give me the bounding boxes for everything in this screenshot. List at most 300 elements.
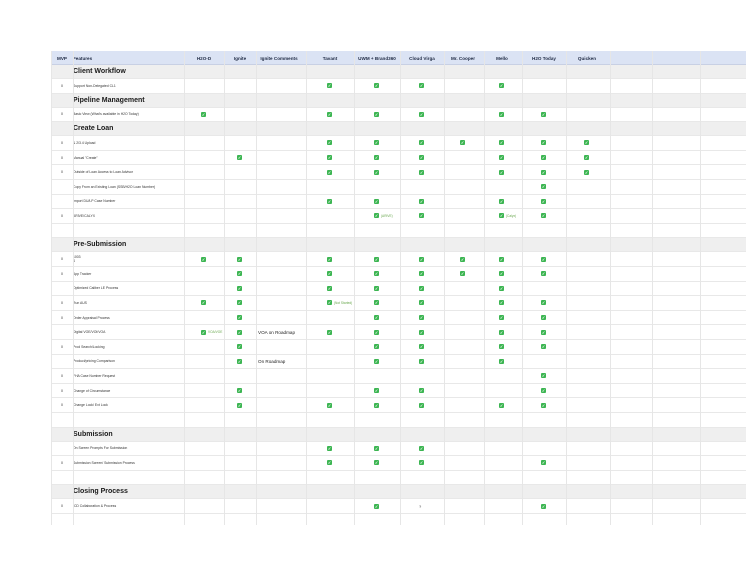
- section-title: Pipeline Management: [73, 96, 145, 104]
- grid-line: [566, 51, 567, 525]
- cell-uwm-brand360[interactable]: [374, 79, 379, 93]
- cell-tavant[interactable]: [327, 282, 332, 296]
- cell-mello[interactable]: [499, 282, 504, 296]
- check-icon: ✓: [499, 111, 504, 117]
- cell-h2o-today[interactable]: [541, 456, 546, 470]
- check-icon: ✓: [374, 460, 379, 466]
- cell-mello[interactable]: [499, 165, 504, 179]
- cell-cloud-virga[interactable]: [419, 340, 424, 354]
- mvp-cell[interactable]: X: [60, 170, 64, 175]
- section-header: [51, 122, 746, 136]
- header-col-h2o-today[interactable]: H2O Today: [532, 55, 556, 61]
- check-icon: ✓: [584, 140, 589, 146]
- blank-row: [51, 471, 746, 486]
- mvp-cell[interactable]: X: [60, 213, 64, 218]
- cell-uwm-brand360[interactable]: [374, 267, 379, 281]
- mvp-cell[interactable]: [51, 282, 73, 296]
- cell-mello[interactable]: [499, 195, 504, 209]
- cell-tavant[interactable]: [327, 398, 332, 412]
- cell-uwm-brand360[interactable]: [374, 136, 379, 150]
- check-icon: ✓: [374, 344, 379, 350]
- mvp-cell[interactable]: X: [60, 257, 64, 262]
- grid-line: [652, 51, 653, 525]
- cell-cloud-virga[interactable]: [419, 296, 424, 310]
- cell-uwm-brand360[interactable]: [374, 340, 379, 354]
- check-icon: ✓: [541, 300, 546, 306]
- check-icon: ✓: [327, 460, 332, 466]
- check-icon: ✓: [237, 155, 242, 161]
- mvp-cell[interactable]: [51, 325, 73, 339]
- table-row: [51, 311, 746, 326]
- grid-line: [306, 51, 307, 525]
- cell-uwm-brand360[interactable]: [374, 252, 379, 266]
- cell-h2o-today[interactable]: [541, 180, 546, 194]
- cell-ignite[interactable]: [237, 267, 242, 281]
- check-icon: ✓: [374, 83, 379, 89]
- cell-ignite[interactable]: [237, 325, 242, 339]
- feature-cell[interactable]: Digital VOE/VOI/VOA: [73, 330, 106, 335]
- check-icon: ✓: [374, 402, 379, 408]
- check-icon: ✓: [327, 271, 332, 277]
- cell-uwm-brand360[interactable]: [374, 151, 379, 165]
- cell-uwm-brand360[interactable]: [374, 165, 379, 179]
- mvp-cell[interactable]: X: [60, 140, 64, 145]
- check-icon: ✓: [541, 256, 546, 262]
- feature-cell[interactable]: Change of Circumstance: [73, 388, 111, 393]
- cell-h2o-today[interactable]: [541, 195, 546, 209]
- check-icon: ✓: [374, 271, 379, 277]
- cell-cloud-virga[interactable]: [419, 136, 424, 150]
- cell-h2o-today[interactable]: [541, 136, 546, 150]
- check-icon: ✓: [419, 402, 424, 408]
- check-icon: ✓: [499, 402, 504, 408]
- check-icon: ✓: [327, 285, 332, 291]
- header-col-cloud-virga[interactable]: Cloud Virga: [409, 55, 435, 61]
- cell-tavant[interactable]: [327, 296, 352, 310]
- check-icon: ✓: [374, 445, 379, 451]
- cell-uwm-brand360[interactable]: [374, 296, 379, 310]
- cell-cloud-virga[interactable]: [419, 456, 424, 470]
- check-icon: ✓: [419, 256, 424, 262]
- check-icon: ✓: [541, 198, 546, 204]
- cell-h2o-today[interactable]: [541, 252, 546, 266]
- feature-cell[interactable]: & 2/3.4 Upload: [73, 140, 96, 145]
- feature-cell[interactable]: Prod Search/Locking: [73, 344, 105, 349]
- check-icon: ✓: [327, 256, 332, 262]
- check-icon: ✓: [541, 388, 546, 394]
- cell-h2o-today[interactable]: [541, 311, 546, 325]
- cell-cloud-virga[interactable]: [419, 252, 424, 266]
- grid-line: [400, 51, 401, 525]
- check-icon: ✓: [499, 213, 504, 219]
- cell-tavant[interactable]: [327, 136, 332, 150]
- check-icon: ✓: [499, 358, 504, 364]
- mvp-cell[interactable]: [51, 442, 73, 456]
- cell-cloud-virga[interactable]: [419, 311, 424, 325]
- check-icon: ✓: [541, 169, 546, 175]
- cell-uwm-brand360[interactable]: [374, 311, 379, 325]
- mvp-cell[interactable]: [51, 195, 73, 209]
- feature-cell[interactable]: Change Lock/ Ext Lock: [73, 403, 108, 408]
- cell-cloud-virga[interactable]: [419, 398, 424, 412]
- check-icon: ✓: [419, 315, 424, 321]
- check-icon: ✓: [419, 140, 424, 146]
- mvp-cell[interactable]: [51, 355, 73, 369]
- check-icon: ✓: [374, 358, 379, 364]
- table-row: [51, 209, 746, 224]
- cell-cloud-virga[interactable]: [419, 325, 424, 339]
- cell-tavant[interactable]: [327, 151, 332, 165]
- section-header: [51, 428, 746, 442]
- check-icon: ✓: [374, 155, 379, 161]
- check-icon: ✓: [541, 373, 546, 379]
- cell-tavant[interactable]: [327, 195, 332, 209]
- cell-uwm-brand360[interactable]: [374, 442, 379, 456]
- cell-cloud-virga[interactable]: [419, 384, 424, 398]
- cell-cloud-virga[interactable]: [419, 499, 421, 513]
- cell-tavant[interactable]: [327, 165, 332, 179]
- cell-cloud-virga[interactable]: [419, 79, 424, 93]
- check-icon: ✓: [237, 358, 242, 364]
- check-icon: ✓: [374, 329, 379, 335]
- cell-tavant[interactable]: [327, 325, 332, 339]
- check-icon: ✓: [419, 169, 424, 175]
- check-icon: ✓: [374, 315, 379, 321]
- feature-cell[interactable]: Support Non-Delegated CL1: [73, 83, 116, 88]
- check-icon: ✓: [541, 155, 546, 161]
- cell-ignite[interactable]: [237, 151, 242, 165]
- cell-mello[interactable]: [499, 355, 504, 369]
- cell-cloud-virga[interactable]: [419, 267, 424, 281]
- cell-mello[interactable]: [499, 136, 504, 150]
- table-row: [51, 296, 746, 311]
- check-icon: ✓: [499, 83, 504, 89]
- cell-cloud-virga[interactable]: [419, 209, 424, 223]
- cell-h2o-today[interactable]: [541, 499, 546, 513]
- check-icon: ✓: [499, 169, 504, 175]
- cell-ignite[interactable]: [237, 384, 242, 398]
- header-mvp[interactable]: MVP: [57, 55, 67, 61]
- check-icon: ✓: [327, 198, 332, 204]
- cell-mr-cooper[interactable]: [460, 136, 465, 150]
- check-icon: ✓: [419, 213, 424, 219]
- check-icon: ✓: [460, 256, 465, 262]
- check-icon: ✓: [374, 285, 379, 291]
- table-row: [51, 499, 746, 514]
- table-row: [51, 151, 746, 166]
- check-icon: ✓: [541, 315, 546, 321]
- cell-mello[interactable]: [499, 209, 516, 223]
- cell-mello[interactable]: [499, 325, 504, 339]
- cell-uwm-brand360[interactable]: [374, 282, 379, 296]
- check-icon: ✓: [327, 83, 332, 89]
- cell-h2o-d[interactable]: [201, 252, 206, 266]
- cell-h2o-today[interactable]: [541, 325, 546, 339]
- check-icon: ✓: [419, 155, 424, 161]
- grid-line: [224, 51, 225, 525]
- header-col-mr-cooper[interactable]: Mr. Cooper: [451, 55, 475, 61]
- header-col-ignite[interactable]: Ignite: [233, 55, 247, 61]
- mvp-cell[interactable]: X: [60, 403, 64, 408]
- section-title: Closing Process: [73, 488, 128, 496]
- cell-h2o-today[interactable]: [541, 267, 546, 281]
- check-icon: ✓: [201, 256, 206, 262]
- check-icon: ✓: [327, 111, 332, 117]
- cell-uwm-brand360[interactable]: [374, 209, 393, 223]
- check-icon: ✓: [460, 140, 465, 146]
- check-icon: ✓: [237, 402, 242, 408]
- cell-cloud-virga[interactable]: [419, 442, 424, 456]
- cell-uwm-brand360[interactable]: [374, 355, 379, 369]
- cell-tavant[interactable]: [327, 252, 332, 266]
- check-icon: ✓: [327, 445, 332, 451]
- table-row: [51, 369, 746, 384]
- cell-mr-cooper[interactable]: [460, 267, 465, 281]
- grid-line: [184, 51, 185, 525]
- header-col-uwm-brand360[interactable]: UWM + Brand360: [358, 55, 396, 61]
- feature-cell[interactable]: Optimized Caliber LE Process: [73, 286, 119, 291]
- cell-h2o-today[interactable]: [541, 151, 546, 165]
- cell-mello[interactable]: [499, 296, 504, 310]
- check-icon: ✓: [499, 300, 504, 306]
- mvp-cell[interactable]: X: [60, 83, 64, 88]
- cell-h2o-today[interactable]: [541, 340, 546, 354]
- table-row: [51, 442, 746, 457]
- check-icon: ✓: [499, 315, 504, 321]
- cell-quicken[interactable]: [584, 165, 589, 179]
- cell-uwm-brand360[interactable]: [374, 456, 379, 470]
- check-icon: ✓: [237, 388, 242, 394]
- check-icon: ✓: [499, 140, 504, 146]
- section-header: [51, 238, 746, 252]
- check-icon: ✓: [499, 329, 504, 335]
- check-icon: ✓: [237, 315, 242, 321]
- header-features[interactable]: Features: [73, 55, 93, 61]
- check-icon: ✓: [541, 344, 546, 350]
- check-icon: ✓: [499, 285, 504, 291]
- table-row: [51, 325, 746, 340]
- header-col-mello[interactable]: Mello: [496, 55, 508, 61]
- cell-mello[interactable]: [499, 267, 504, 281]
- grid-line: [444, 51, 445, 525]
- cell-h2o-d[interactable]: [201, 296, 206, 310]
- check-icon: ✓: [327, 402, 332, 408]
- check-icon: ✓: [499, 271, 504, 277]
- cell-quicken[interactable]: [584, 151, 589, 165]
- cell-ignite[interactable]: [237, 252, 242, 266]
- cell-h2o-today[interactable]: [541, 369, 546, 383]
- check-icon: ✓: [541, 503, 546, 509]
- check-icon: ✓: [374, 300, 379, 306]
- cell-uwm-brand360[interactable]: [374, 108, 379, 122]
- cell-uwm-brand360[interactable]: [374, 384, 379, 398]
- ignite-comment[interactable]: On Roadmap: [258, 358, 286, 364]
- check-icon: ✓: [374, 213, 379, 219]
- cell-tavant[interactable]: [327, 267, 332, 281]
- check-icon: ✓: [419, 445, 424, 451]
- grid-line: [700, 51, 701, 525]
- table-row: [51, 282, 746, 297]
- cell-mr-cooper[interactable]: [460, 252, 465, 266]
- feature-cell[interactable]: ICD Collaboration & Process: [73, 504, 117, 509]
- check-icon: ✓: [374, 169, 379, 175]
- cell-mello[interactable]: [499, 340, 504, 354]
- mvp-cell[interactable]: X: [60, 388, 64, 393]
- feature-cell[interactable]: Submission Screen/ Submission Process: [73, 460, 135, 465]
- mvp-cell[interactable]: X: [60, 271, 64, 276]
- check-icon: ✓: [327, 155, 332, 161]
- mvp-cell[interactable]: [51, 180, 73, 194]
- check-icon: ✓: [541, 111, 546, 117]
- cell-mello[interactable]: [499, 151, 504, 165]
- check-icon: ✓: [419, 285, 424, 291]
- check-icon: ✓: [541, 271, 546, 277]
- check-icon: ✓: [584, 169, 589, 175]
- section-header: [51, 94, 746, 108]
- blank-row: [51, 224, 746, 239]
- feature-cell[interactable]: ARIVE/CALYX: [73, 213, 95, 218]
- feature-cell[interactable]: Outside of Loan Access to Loan Advisor: [73, 170, 133, 175]
- check-icon: ✓: [327, 329, 332, 335]
- ignite-comment[interactable]: VOA on Roadmap: [258, 329, 296, 335]
- header-col-ignite-comments[interactable]: Ignite Comments: [260, 55, 298, 61]
- cell-tavant[interactable]: [327, 442, 332, 456]
- check-icon: ✓: [419, 271, 424, 277]
- cell-h2o-today[interactable]: [541, 209, 546, 223]
- feature-cell[interactable]: Product/pricing Comparison: [73, 359, 115, 364]
- cell-uwm-brand360[interactable]: [374, 195, 379, 209]
- section-header: [51, 65, 746, 79]
- cell-h2o-today[interactable]: [541, 165, 546, 179]
- cell-cloud-virga[interactable]: [419, 355, 424, 369]
- cell-ignite[interactable]: [237, 311, 242, 325]
- check-icon: ✓: [374, 256, 379, 262]
- mvp-cell[interactable]: X: [60, 155, 64, 160]
- feature-cell[interactable]: Order Appraisal Process: [73, 315, 110, 320]
- check-icon: ✓: [237, 344, 242, 350]
- table-row: [51, 340, 746, 355]
- section-title: Create Loan: [73, 125, 114, 133]
- feature-cell[interactable]: Run AUS: [73, 300, 87, 305]
- check-icon: ✓: [201, 329, 206, 335]
- check-icon: ✓: [374, 503, 379, 509]
- check-icon: ✓: [374, 198, 379, 204]
- cell-mello[interactable]: [499, 252, 504, 266]
- feature-cell[interactable]: Basic View (What's available in H2O Today): [73, 112, 139, 117]
- feature-cell[interactable]: Copy From an Existing Loan (SSB/H2O Loan Number): [73, 184, 156, 189]
- header-col-quicken[interactable]: Quicken: [577, 55, 597, 61]
- check-icon: ✓: [499, 198, 504, 204]
- cell-h2o-today[interactable]: [541, 108, 546, 122]
- cell-uwm-brand360[interactable]: [374, 398, 379, 412]
- cell-ignite[interactable]: [237, 398, 242, 412]
- table-row: [51, 136, 746, 151]
- cell-tavant[interactable]: [327, 108, 332, 122]
- cell-cloud-virga[interactable]: [419, 151, 424, 165]
- cell-mello[interactable]: [499, 108, 504, 122]
- check-icon: ✓: [419, 358, 424, 364]
- cell-note: (Calyx): [506, 213, 517, 218]
- cell-ignite[interactable]: [237, 296, 242, 310]
- grid-line: [354, 51, 355, 525]
- cell-mello[interactable]: [499, 311, 504, 325]
- cell-h2o-d[interactable]: [201, 325, 222, 339]
- check-icon: ✓: [541, 329, 546, 335]
- mvp-cell[interactable]: X: [60, 300, 64, 305]
- grid-line: [610, 51, 611, 525]
- cell-uwm-brand360[interactable]: [374, 325, 379, 339]
- check-icon: ✓: [460, 271, 465, 277]
- mvp-cell[interactable]: X: [60, 504, 64, 509]
- section-title: Client Workflow: [73, 68, 126, 75]
- cell-tavant[interactable]: [327, 79, 332, 93]
- check-icon: ✓: [237, 329, 242, 335]
- cell-cloud-virga[interactable]: [419, 165, 424, 179]
- table-row: [51, 165, 746, 180]
- header-row: [51, 51, 746, 65]
- check-icon: ✓: [419, 300, 424, 306]
- check-icon: ✓: [419, 344, 424, 350]
- cell-cloud-virga[interactable]: [419, 108, 424, 122]
- feature-cell[interactable]: 1003 4: [73, 255, 81, 264]
- cell-note: (Not Started): [334, 300, 353, 305]
- section-title: Pre-Submission: [73, 241, 127, 249]
- cell-ignite[interactable]: [237, 340, 242, 354]
- cell-quicken[interactable]: [584, 136, 589, 150]
- cell-ignite[interactable]: [237, 355, 242, 369]
- feature-cell[interactable]: Manual "Create": [73, 155, 98, 160]
- cell-mello[interactable]: [499, 79, 504, 93]
- cell-note: (ARIVE): [381, 213, 393, 218]
- cell-mello[interactable]: [499, 398, 504, 412]
- check-icon: ✓: [499, 344, 504, 350]
- cell-h2o-today[interactable]: [541, 296, 546, 310]
- cell-h2o-today[interactable]: [541, 384, 546, 398]
- mvp-cell[interactable]: X: [60, 112, 64, 117]
- feature-cell[interactable]: On Screen Prompts For Submission: [73, 446, 128, 451]
- cell-h2o-d[interactable]: [201, 108, 206, 122]
- feature-cell[interactable]: Import DU/LP Case Number: [73, 199, 116, 204]
- header-col-h2o-d[interactable]: H2O-D: [196, 55, 212, 61]
- grid-line: [51, 51, 52, 525]
- cell-cloud-virga[interactable]: [419, 195, 424, 209]
- check-icon: ✓: [327, 169, 332, 175]
- mvp-cell[interactable]: X: [60, 373, 64, 378]
- check-icon: ✓: [541, 140, 546, 146]
- check-icon: ✓: [237, 285, 242, 291]
- cell-tavant[interactable]: [327, 456, 332, 470]
- mvp-cell[interactable]: X: [60, 460, 64, 465]
- check-icon: ✓: [499, 256, 504, 262]
- section-header: [51, 485, 746, 499]
- table-row: [51, 456, 746, 471]
- table-row: [51, 267, 746, 282]
- check-icon: ✓: [374, 111, 379, 117]
- cell-cloud-virga[interactable]: [419, 282, 424, 296]
- cell-uwm-brand360[interactable]: [374, 499, 379, 513]
- feature-cell[interactable]: FHA Case Number Request: [73, 373, 116, 378]
- check-icon: ✓: [419, 111, 424, 117]
- table-row: [51, 398, 746, 413]
- cell-h2o-today[interactable]: [541, 398, 546, 412]
- header-col-tavant[interactable]: Tavant: [322, 55, 338, 61]
- check-icon: ✓: [419, 460, 424, 466]
- cell-ignite[interactable]: [237, 282, 242, 296]
- feature-cell[interactable]: App Tracker: [73, 271, 92, 276]
- mvp-cell[interactable]: X: [60, 315, 64, 320]
- mvp-cell[interactable]: X: [60, 344, 64, 349]
- grid-line: [522, 51, 523, 525]
